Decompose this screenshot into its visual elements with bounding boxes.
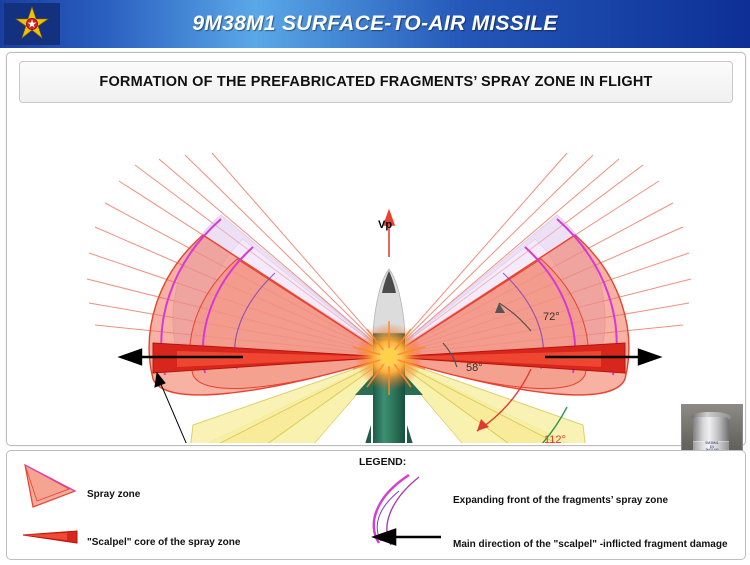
legend-title: LEGEND: xyxy=(359,456,407,468)
scalpel-core-icon xyxy=(23,531,77,543)
label-angle-72: 72° xyxy=(543,311,560,323)
legend-item-main-direction: Main direction of the "scalpel" -inflicted fragment damage xyxy=(453,539,728,550)
military-star-crest-icon xyxy=(4,3,60,45)
spray-zone-cone-icon xyxy=(25,465,75,507)
label-angle-112: 112° xyxy=(544,434,566,446)
legend-item-scalpel-core: "Scalpel" core of the spray zone xyxy=(87,537,241,548)
diagram-frame xyxy=(6,52,746,449)
velocity-vector-arrow xyxy=(384,211,394,257)
label-angle-58: 58° xyxy=(466,362,483,374)
legend-panel xyxy=(6,450,746,560)
legend-item-spray-zone: Spray zone xyxy=(87,489,141,500)
label-velocity-vector: Vp xyxy=(378,219,393,231)
page-title: 9M38M1 SURFACE-TO-AIR MISSILE xyxy=(192,12,558,35)
header-bar xyxy=(0,0,750,48)
diagram-subtitle-box xyxy=(19,61,733,103)
diagram-subtitle: FORMATION OF THE PREFABRICATED FRAGMENTS’ SPRAY ZONE IN FLIGHT xyxy=(99,74,653,90)
photo-caption: 9М38М1 БЧ xyxy=(705,441,719,449)
arrow-left-icon xyxy=(375,530,441,544)
diagram-canvas xyxy=(7,107,743,449)
legend-item-expanding-front: Expanding front of the fragments’ spray zone xyxy=(453,495,669,506)
